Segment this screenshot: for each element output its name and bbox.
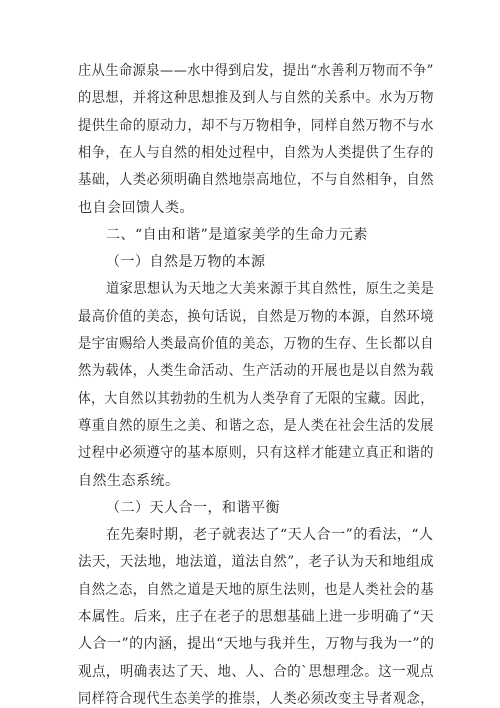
paragraph-line: 的思想，并将这种思想推及到人与自然的关系中。水为万物	[78, 90, 434, 106]
paragraph-line: 本属性。后来，庄子在老子的思想基础上进一步明确了“天	[78, 609, 435, 625]
paragraph-line: 道家思想认为天地之大美来源于其自然性，原生之美是	[106, 281, 435, 297]
paragraph-line: 自然生态系统。	[78, 473, 180, 489]
paragraph-line: 自然之态，自然之道是天地的原生法则，也是人类社会的基	[78, 582, 434, 598]
subsection-heading: （一）自然是万物的本源	[106, 254, 266, 270]
paragraph-line: 观点，明确表达了天、地、人、合的`思想理念。这一观点	[78, 664, 434, 680]
paragraph-line: 尊重自然的原生之美、和谐之态，是人类在社会生活的发展	[78, 418, 434, 434]
paragraph-line: 在先秦时期，老子就表达了“天人合一”的看法，“人	[106, 527, 434, 543]
paragraph-line: 是宇宙赐给人类最高价值的美态，万物的生存、生长都以自	[78, 336, 434, 352]
paragraph-line: 体，大自然以其勃勃的生机为人类孕育了无限的宝藏。因此，	[78, 391, 434, 407]
paragraph-line: 过程中必须遵守的基本原则，只有这样才能建立真正和谐的	[78, 445, 434, 461]
subsection-heading: （二）天人合一，和谐平衡	[106, 500, 280, 516]
paragraph-line: 然为载体，人类生命活动、生产活动的开展也是以自然为载	[78, 363, 434, 379]
paragraph-line: 也自会回馈人类。	[78, 200, 194, 216]
paragraph-line: 同样符合现代生态美学的推崇，人类必须改变主导者观念，	[78, 691, 434, 707]
section-heading: 二、“自由和谐”是道家美学的生命力元素	[106, 227, 368, 243]
paragraph-line: 提供生命的原动力，却不与万物相争，同样自然万物不与水	[78, 118, 434, 134]
paragraph-line: 相争，在人与自然的相处过程中，自然为人类提供了生存的	[78, 145, 434, 161]
paragraph-line: 法天，天法地，地法道，道法自然”，老子认为天和地组成	[78, 554, 435, 570]
paragraph-line: 庄从生命源泉——水中得到启发，提出“水善利万物而不争”	[78, 63, 434, 79]
paragraph-line: 人合一”的内涵，提出“天地与我并生，万物与我为一”的	[78, 636, 435, 652]
paragraph-line: 最高价值的美态，换句话说，自然是万物的本源，自然环境	[78, 309, 434, 325]
paragraph-line: 基础，人类必须明确自然地崇高地位，不与自然相争，自然	[78, 172, 434, 188]
